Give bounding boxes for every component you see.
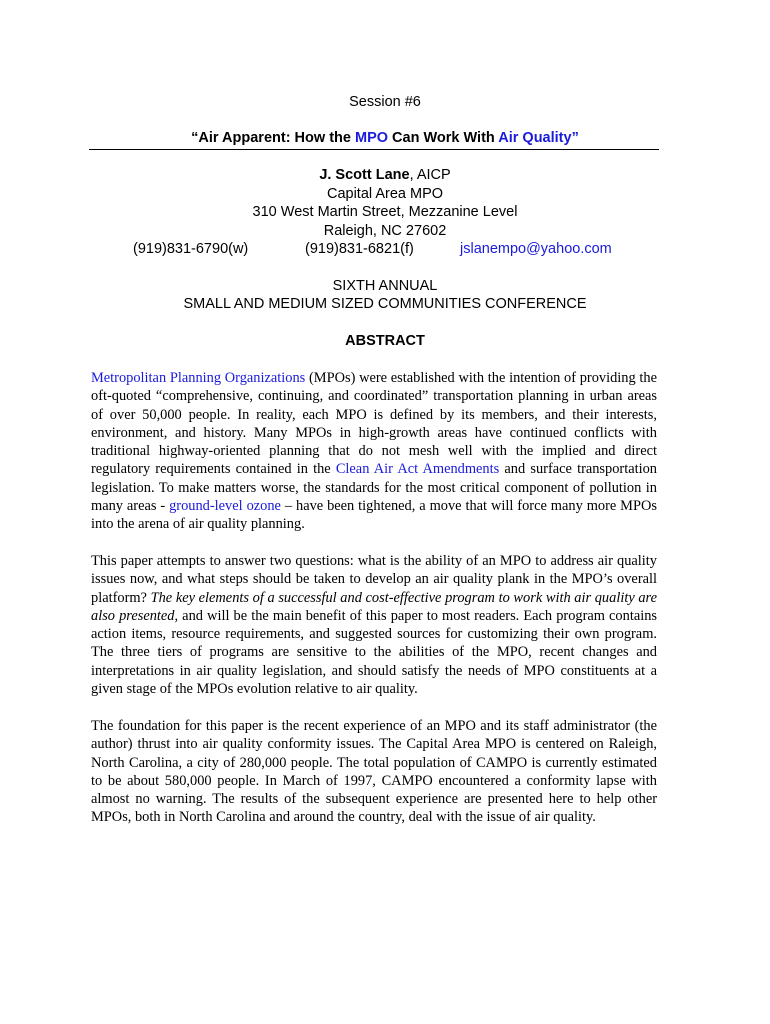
title-air-quality-link[interactable]: Air Quality” [498, 130, 579, 146]
paragraph-1-text-a: (MPOs) were established with the intention of providing the oft-quoted “comprehensive, continuing, and coordinated” transportation planning in urban areas of over 50,000 people. In reality, each MPO is defined by its members, and their interests, environment, and history. Many MPOs in high-growth areas have continued conflicts with traditional highway-oriented planning that do not mesh well with the implied and direct regulatory requirements contained in the [91, 370, 658, 478]
email-link[interactable]: jslanempo@yahoo.com [460, 241, 612, 257]
author-credential: , AICP [409, 167, 451, 183]
abstract-paragraph-2 [91, 552, 657, 698]
paragraph-1-text-b: and surface transportation legislation. To make matters worse, the standards for the most critical component of pollution in many areas - [91, 461, 657, 515]
author-street-address: 310 West Martin Street, Mezzanine Level [252, 204, 518, 220]
conference-line-1: SIXTH ANNUAL [332, 278, 438, 294]
paragraph-1-text-c: – have been tightened, a move that will force many more MPOs into the arena of air quality planning. [91, 498, 657, 533]
author-name: J. Scott Lane [319, 167, 410, 183]
phone-work: (919)831-6790(w) [133, 241, 249, 257]
paragraph-3-text: The foundation for this paper is the recent experience of an MPO and its staff administrator (the author) thrust into air quality conformity issues. The Capital Area MPO is centered on Raleigh, North Carolina, a city of 280,000 people. The total population of CAMPO is currently estimated to be about 580,000 people. In March of 1997, CAMPO encountered a conformity lapse with almost no warning. The results of the subsequent experience are presented here to help other MPOs, both in North Carolina and around the country, deal with the issue of air quality. [91, 718, 657, 826]
abstract-paragraph-3 [91, 717, 657, 827]
paragraph-2-italic: The key elements of a successful and cost-effective program to work with air quality are also presented [91, 589, 657, 624]
author-organization: Capital Area MPO [326, 186, 444, 202]
author-name-line [0, 166, 770, 184]
paragraph-2-text-b: , and will be the main benefit of this paper to most readers. Each program contains action items, resource requirements, and suggested sources for customizing their own program. The three tiers of programs are sensitive to the abilities of the MPO, recent changes and interpretations in air quality legislation, and should satisfy the needs of MPO constituents at a given stage of the MPOs evolution relative to air quality. [91, 607, 657, 698]
title-part-2: Can Work With [388, 130, 499, 146]
link-clean-air-act-amendments[interactable]: Clean Air Act Amendments [335, 461, 500, 478]
conference-line-2: SMALL AND MEDIUM SIZED COMMUNITIES CONFERENCE [183, 296, 587, 312]
abstract-paragraph-1 [91, 369, 657, 534]
author-city-state-zip: Raleigh, NC 27602 [323, 223, 447, 239]
paper-title [0, 130, 770, 146]
abstract-heading: ABSTRACT [345, 333, 425, 349]
title-divider [89, 149, 659, 150]
link-metropolitan-planning-organizations[interactable]: Metropolitan Planning Organizations [91, 370, 306, 386]
paragraph-2-text-a: This paper attempts to answer two questions: what is the ability of an MPO to address air quality issues now, and what steps should be taken to develop an air quality plank in the MPO’s overall platform? [91, 553, 657, 606]
title-part-1: “Air Apparent: How the [191, 130, 355, 146]
phone-fax: (919)831-6821(f) [305, 241, 414, 257]
title-mpo-link[interactable]: MPO [354, 130, 389, 146]
link-ground-level-ozone[interactable]: ground-level ozone [169, 498, 281, 515]
session-label: Session #6 [349, 94, 421, 110]
